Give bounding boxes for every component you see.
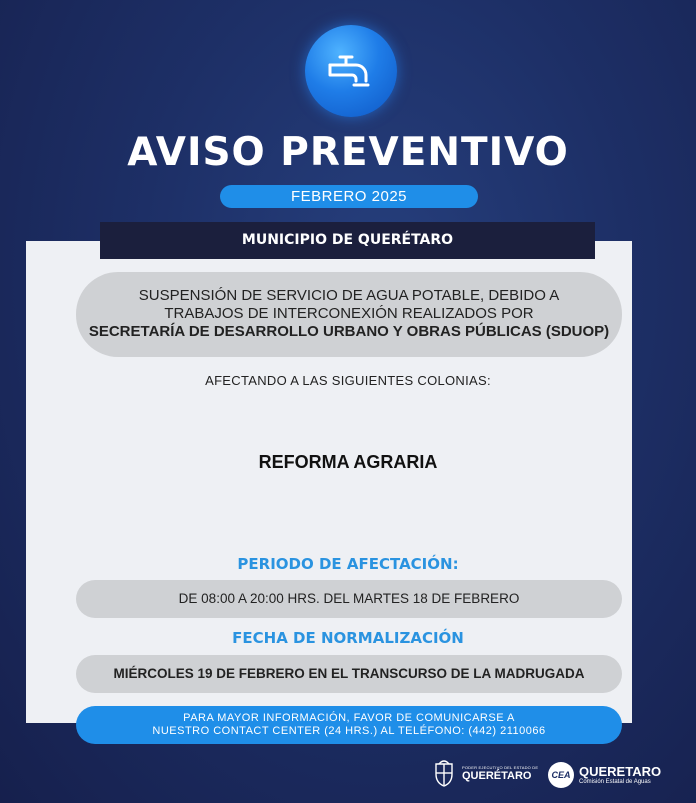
faucet-icon bbox=[326, 51, 376, 91]
faucet-badge bbox=[305, 25, 397, 117]
state-logo-name: QUERÉTARO bbox=[462, 769, 532, 782]
page-title: AVISO PREVENTIVO bbox=[127, 130, 569, 175]
period-title: PERIODO DE AFECTACIÓN: bbox=[237, 555, 459, 573]
contact-line-2: NUESTRO CONTACT CENTER (24 HRS.) AL TELÉFONO: (442) 2110066 bbox=[152, 725, 546, 737]
period-value: DE 08:00 A 20:00 HRS. DEL MARTES 18 DE FEBRERO bbox=[76, 580, 622, 618]
description-line-2: TRABAJOS DE INTERCONEXIÓN REALIZADOS POR bbox=[164, 305, 534, 322]
cea-logo bbox=[548, 760, 661, 790]
date-badge: FEBRERO 2025 bbox=[220, 185, 478, 208]
description-line-1: SUSPENSIÓN DE SERVICIO DE AGUA POTABLE, DEBIDO A bbox=[138, 287, 560, 304]
colonia-name: REFORMA AGRARIA bbox=[258, 452, 438, 472]
state-logo-caption: PODER EJECUTIVO DEL ESTADO DE bbox=[462, 764, 539, 770]
coat-of-arms-icon bbox=[432, 758, 456, 788]
cea-badge: CEA bbox=[548, 762, 574, 788]
cea-logo-name: QUERETARO bbox=[579, 763, 662, 779]
municipality-bar: MUNICIPIO DE QUERÉTARO bbox=[100, 222, 595, 259]
contact-line-1: PARA MAYOR INFORMACIÓN, FAVOR DE COMUNICARSE A bbox=[183, 712, 515, 724]
contact-info bbox=[76, 706, 622, 744]
cea-logo-subtitle: Comisión Estatal de Aguas bbox=[579, 778, 651, 785]
affecting-label: AFECTANDO A LAS SIGUIENTES COLONIAS: bbox=[205, 373, 491, 388]
normalization-title: FECHA DE NORMALIZACIÓN bbox=[232, 629, 464, 647]
normalization-value: MIÉRCOLES 19 DE FEBRERO EN EL TRANSCURSO DE LA MADRUGADA bbox=[76, 655, 622, 693]
description-box bbox=[76, 272, 622, 357]
state-government-logo bbox=[432, 755, 538, 791]
description-line-3: SECRETARÍA DE DESARROLLO URBANO Y OBRAS PÚBLICAS (SDUOP) bbox=[88, 323, 610, 340]
